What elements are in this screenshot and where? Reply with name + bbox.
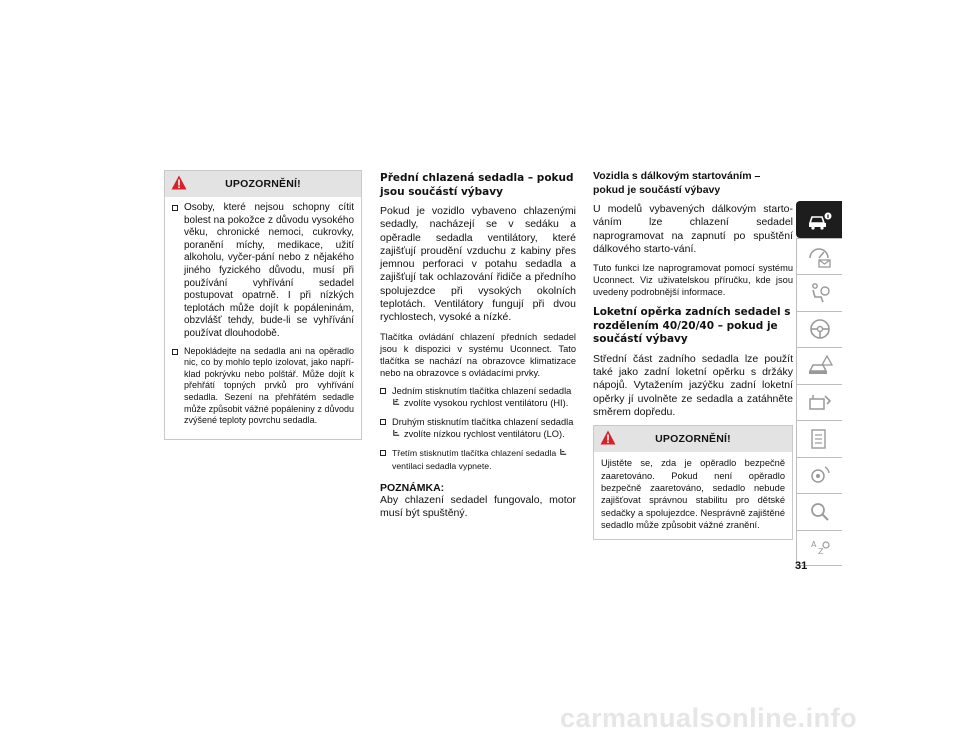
right-column (593, 170, 793, 540)
tab-specs[interactable] (796, 420, 842, 457)
service-icon (807, 390, 833, 414)
checkbox-bullet-icon (380, 419, 386, 425)
left-column (164, 170, 362, 440)
section-heading-armrest: Loketní opěrka zadních sedadel s rozdělením 40/20/40 – pokud je součástí výbavy (593, 306, 791, 346)
page-number: 31 (795, 560, 808, 572)
multimedia-icon (807, 463, 833, 487)
tab-multimedia[interactable] (796, 457, 842, 494)
steering-icon (807, 317, 833, 341)
list-item: Jedním stisknutím tlačítka chlazení sedadla zvolíte vysokou rychlost ventilátoru (HI). (380, 385, 576, 409)
seat-cooling-icon (392, 429, 401, 438)
warning-item: Nepokládejte na sedadla ani na opěradlo nic, co by mohlo teplo izolovat, jako napří-klad pokrývku nebo polštář. Může dojít k přehřátí topných prvků pro vyhřívání sedadla. Sezení na přehřátém sedadle může způsobit vážné popáleniny z důvodu zvýšené teploty povrchu sedadla. (172, 346, 354, 427)
checkbox-bullet-icon (380, 450, 386, 456)
tab-search[interactable] (796, 493, 842, 530)
tab-service[interactable] (796, 384, 842, 421)
tab-emergency[interactable] (796, 347, 842, 384)
dashboard-icon (807, 244, 833, 268)
index-icon (807, 536, 833, 560)
svg-text:Z: Z (817, 546, 823, 556)
checkbox-bullet-icon (172, 205, 178, 211)
warning-triangle-icon (171, 175, 187, 190)
section-heading-cooled-seats: Přední chlazená sedadla – pokud jsou součástí výbavy (380, 172, 574, 198)
middle-column (380, 172, 576, 526)
warning-box-heated-seats (164, 170, 362, 440)
tab-car-info[interactable] (796, 201, 842, 238)
list-item: Druhým stisknutím tlačítka chlazení sedadla zvolíte nízkou rychlost ventilátoru (LO). (380, 416, 576, 440)
watermark: carmanualsonline.info (560, 703, 858, 733)
chapter-tabs (796, 201, 842, 566)
warning-header (165, 171, 361, 197)
warning-title: UPOZORNĚNÍ! (225, 178, 301, 190)
note-label: POZNÁMKA: (380, 481, 445, 494)
note-text: Aby chlazení sedadel fungovalo, motor musí být spuštěný. (380, 493, 576, 520)
airbag-icon (807, 281, 833, 305)
warning-text: Ujistěte se, zda je opěradlo bezpečně zaaretováno. Pokud není opěradlo bezpečně zaaretováno, sedadlo nebude zajišťovat správnou stabilitu pro dětské sedačky a spolujezdce. Nesprávně zajištěné sedadlo může způsobit vážné zranění. (601, 458, 785, 531)
warning-triangle-icon (600, 430, 616, 445)
paragraph: Tlačítka ovládání chlazení předních sedadel jsou k dispozici v systému Uconnect. Tato tlačítka se nachází na obrazovce klimatizace nebo na obrazovce s ovládacími prvky. (380, 331, 576, 378)
paragraph: Střední část zadního sedadla lze použít také jako zadní loketní opěrku s držáky nápojů. Vytažením jazýčku zadní loketní opěrky jí uvolněte ze sedadla a zatáhněte směrem dopředu. (593, 352, 793, 418)
svg-text:A: A (810, 539, 816, 549)
warning-box-armrest (593, 425, 793, 539)
seat-cooling-icon (559, 448, 568, 457)
warning-item: Osoby, které nejsou schopny cítit bolest na pokožce z důvodu vysokého věku, chronické nemoci, cukrovky, poranění míchy, medikace, užití alkoholu, vyčer-pání nebo z nějakého jiného fyzického důvodu, musí při používání vyhřívání sedadel postupovat opatrně. I při nízkých teplotách může dojít k popáleninám, obzvlášť tehdy, bude-li se vyhřívání používat dlouhodobě. (172, 202, 354, 341)
checkbox-bullet-icon (380, 388, 386, 394)
warning-header (594, 426, 792, 452)
specs-icon (807, 427, 833, 451)
tab-safety[interactable] (796, 274, 842, 311)
car-info-icon (807, 208, 833, 232)
paragraph: Tuto funkci lze naprogramovat pomocí systému Uconnect. Viz uživatelskou příručku, kde jsou uvedeny podrobnější informace. (593, 263, 793, 298)
paragraph: U modelů vybavených dálkovým starto-váním lze chlazení sedadel naprogramovat na zapnutí po spuštění dálkového starto-vání. (593, 203, 793, 255)
section-heading-remote-start: Vozidla s dálkovým startováním – pokud je součástí výbavy (593, 170, 761, 196)
list-item: Třetím stisknutím tlačítka chlazení sedadla ventilaci sedadla vypnete. (380, 447, 576, 471)
tab-dashboard[interactable] (796, 238, 842, 275)
hazard-icon (807, 354, 833, 378)
search-icon (807, 500, 833, 524)
checkbox-bullet-icon (172, 349, 178, 355)
warning-title: UPOZORNĚNÍ! (655, 433, 731, 446)
seat-cooling-icon (392, 398, 401, 407)
tab-driving[interactable] (796, 311, 842, 348)
paragraph: Pokud je vozidlo vybaveno chlazenými sedadly, nacházejí se v sedáku a opěradle sedadla ventilátory, které zajišťují proudění vzduchu z kabiny přes jemnou perforaci v potahu sedadla a zajišťují tak ochlazování řidiče a předního spolujezdce při vysokých okolních teplotách. Ventilátory fungují při dvou rychlostech, vysoké a nízké. (380, 205, 576, 324)
